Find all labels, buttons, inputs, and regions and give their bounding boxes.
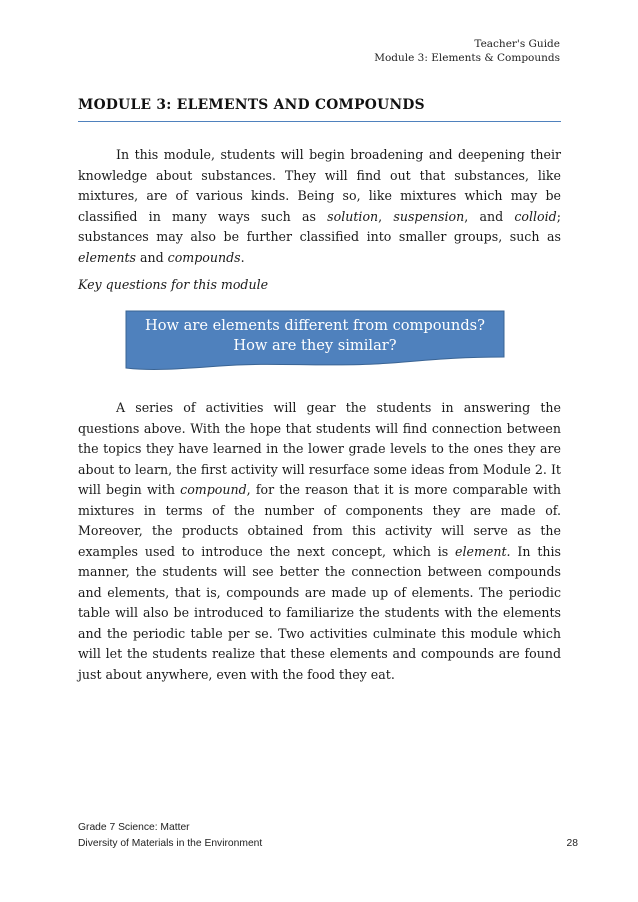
header-guide-label: Teacher's Guide bbox=[474, 38, 560, 50]
term-solution: solution bbox=[327, 208, 379, 224]
callout-text bbox=[125, 316, 505, 356]
term-colloid: colloid bbox=[514, 208, 557, 224]
footer-unit-label: Diversity of Materials in the Environment bbox=[78, 838, 263, 849]
page-number: 28 bbox=[566, 838, 578, 849]
term-element: element. bbox=[455, 543, 511, 559]
intro-text-4: ; substances may also be further classified into smaller groups, such as bbox=[78, 208, 561, 244]
intro-text-5: and bbox=[135, 249, 168, 265]
key-questions-label: Key questions for this module bbox=[78, 277, 269, 292]
intro-paragraph bbox=[78, 145, 561, 268]
page-title: MODULE 3: ELEMENTS AND COMPOUNDS bbox=[78, 97, 425, 113]
intro-text-2: , bbox=[378, 208, 394, 224]
intro-text-6: . bbox=[240, 249, 245, 265]
body-paragraph bbox=[78, 398, 561, 685]
term-compound: compound bbox=[180, 482, 247, 497]
term-elements: elements bbox=[78, 249, 136, 265]
intro-text-3: , and bbox=[464, 208, 515, 224]
body-text-1: A series of activities will gear the students in answering the questions above. With the hope that students will find connection between the topics they have learned in the lower grade levels to the ones they are about to learn, the first activity will resurface some ideas from Module 2. It will begin with bbox=[78, 400, 561, 497]
key-questions-callout bbox=[125, 310, 505, 372]
title-underline-rule bbox=[78, 121, 561, 122]
intro-text-1: In this module, students will begin broadening and deepening their knowledge about substances. They will find out that substances, like mixtures, are of various kinds. Being so, like mixtures which may be classified in many ways such as bbox=[78, 147, 561, 224]
term-suspension: suspension bbox=[393, 208, 465, 224]
body-text-3: In this manner, the students will see better the connection between compounds and elements, that is, compounds are made up of elements. The periodic table will also be introduced to familiarize the students with the elements and the periodic table per se. Two activities culminate this module which will let the students realize that these elements and compounds are found just about anywhere, even with the food they eat. bbox=[78, 543, 561, 682]
header-module-label: Module 3: Elements & Compounds bbox=[374, 52, 560, 64]
body-text-2: , for the reason that it is more comparable with mixtures in terms of the number of components they are made of. Moreover, the products obtained from this activity will serve as the examples used to introduce the next concept, which is bbox=[78, 482, 561, 559]
footer-course-label: Grade 7 Science: Matter bbox=[78, 822, 190, 833]
callout-question-1: How are elements different from compounds? bbox=[145, 317, 485, 334]
term-compounds: compounds bbox=[167, 249, 241, 265]
callout-question-2: How are they similar? bbox=[233, 337, 397, 354]
